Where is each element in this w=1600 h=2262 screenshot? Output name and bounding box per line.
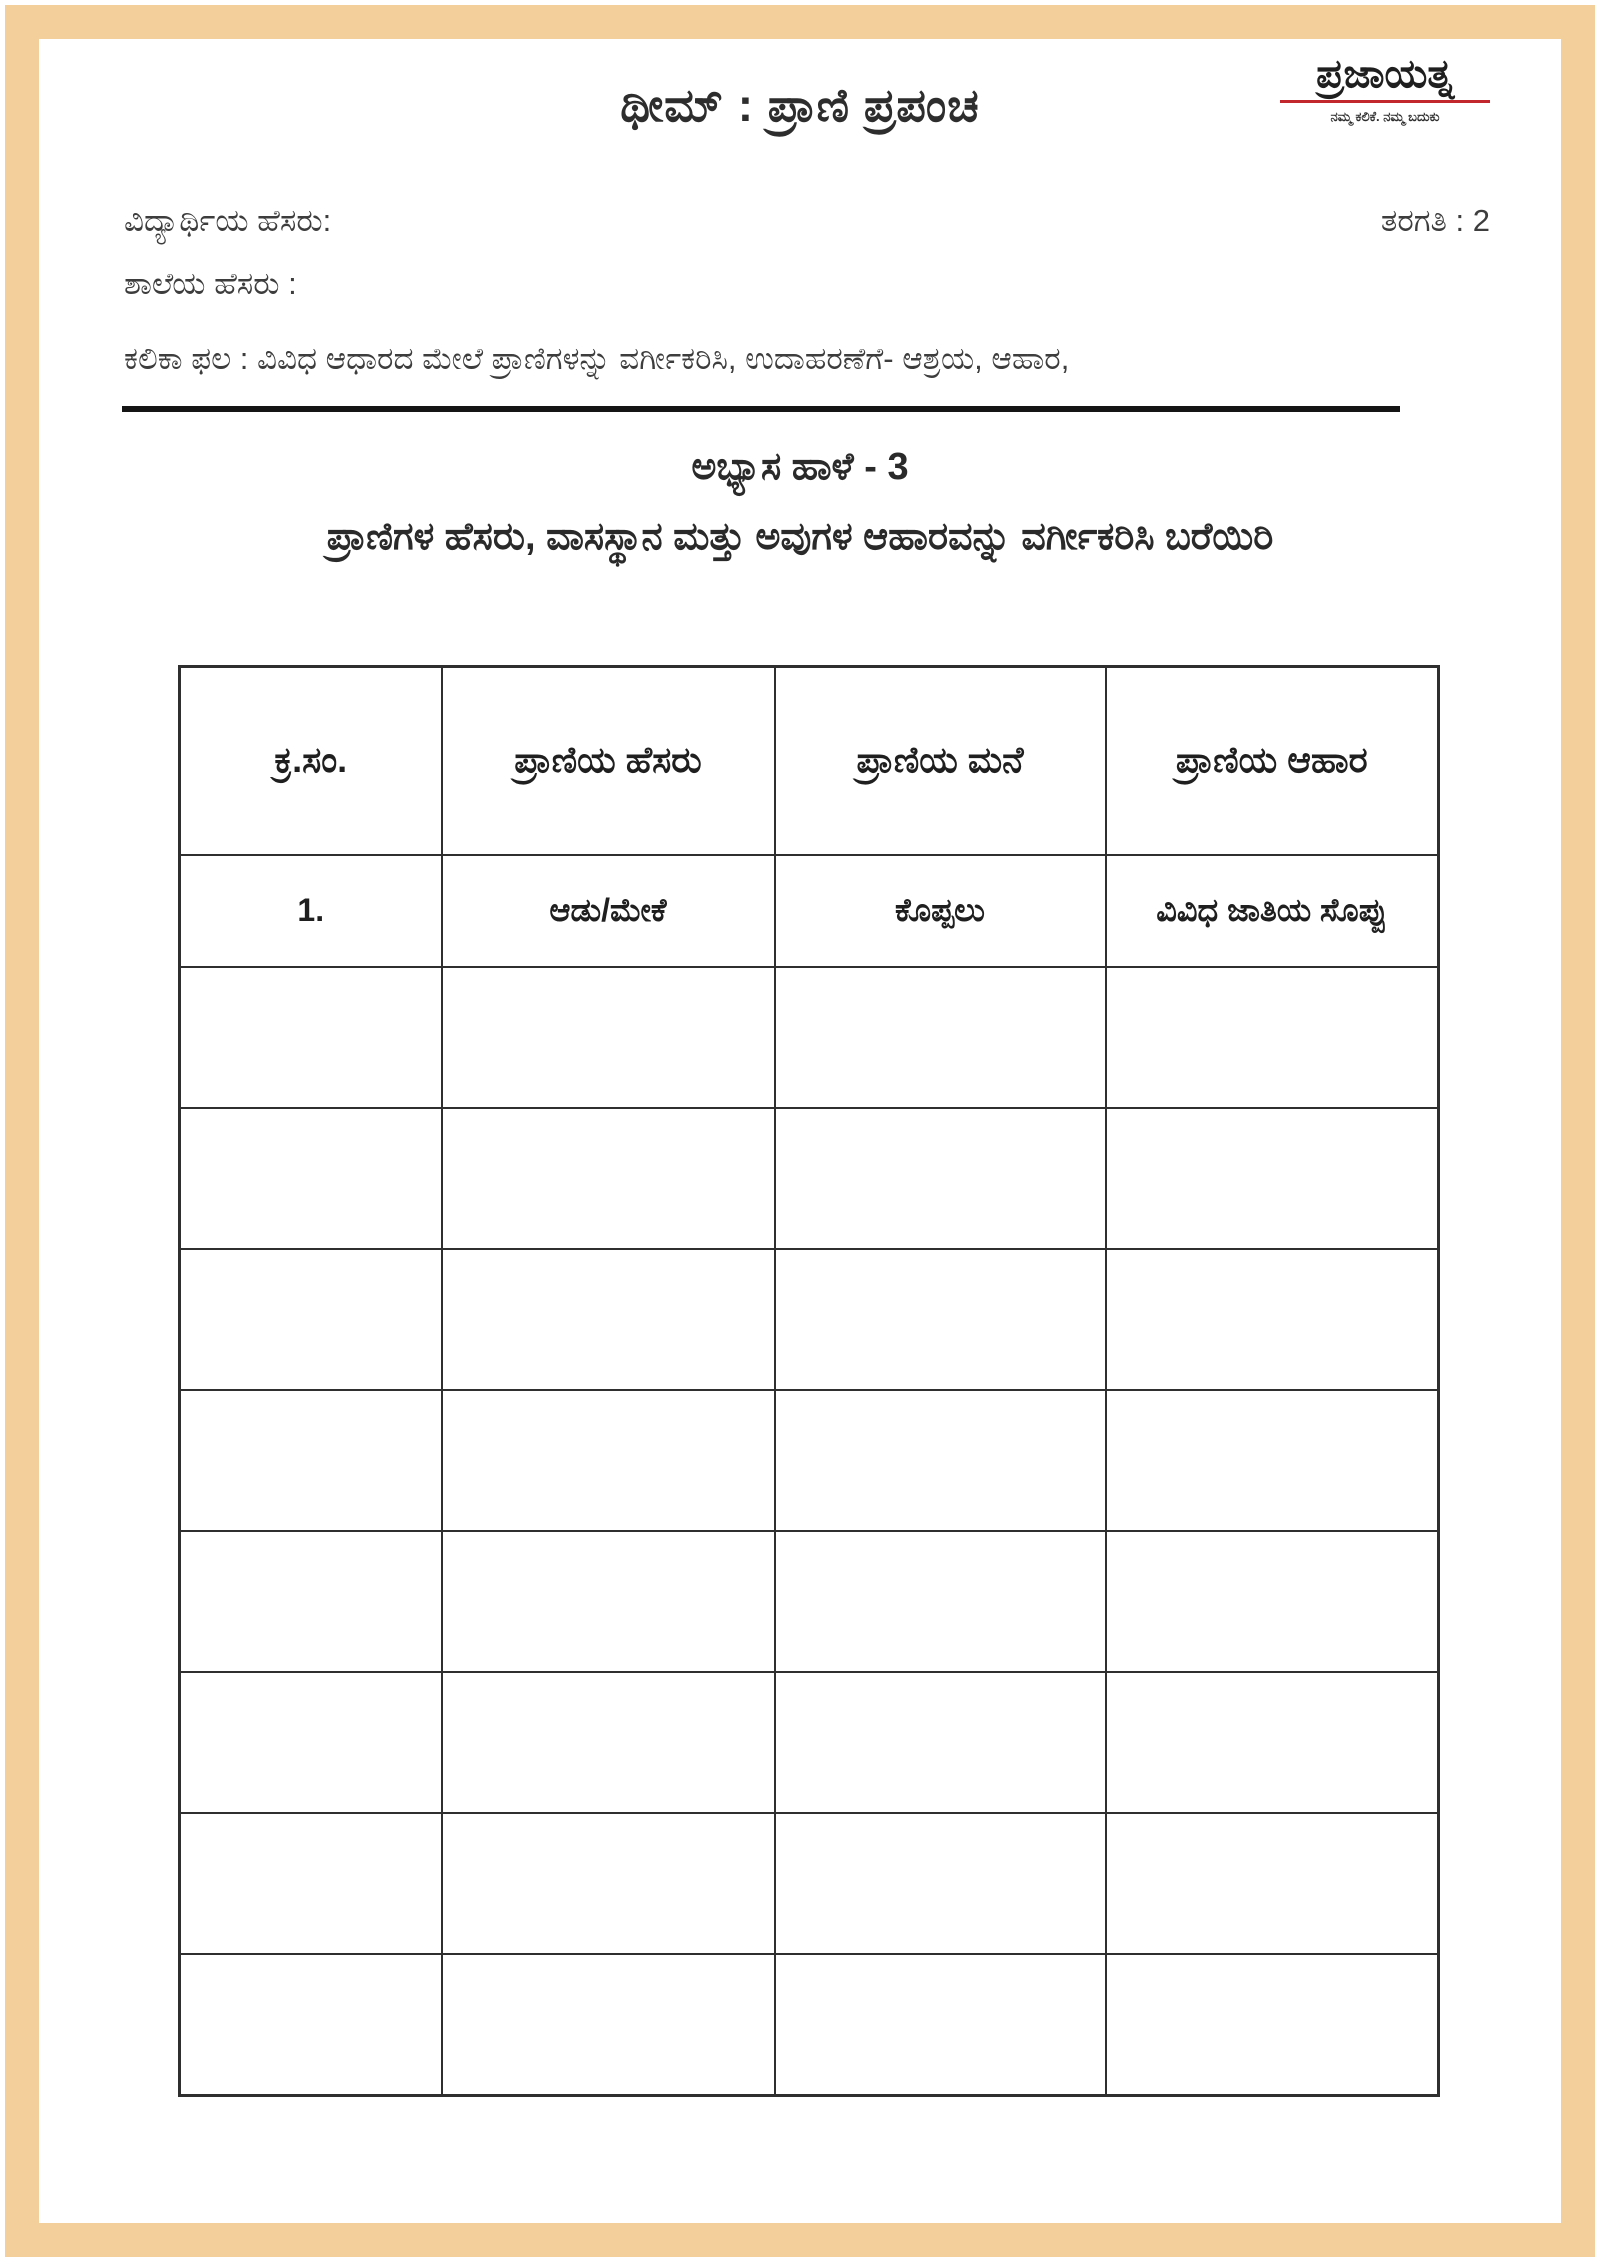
table-cell <box>180 1954 442 2096</box>
table-cell <box>442 1390 775 1531</box>
table-row <box>180 1813 1439 1954</box>
page-title: ಥೀಮ್ : ಪ್ರಾಣಿ ಪ್ರಪಂಚ <box>620 79 980 131</box>
table-row <box>180 855 1439 967</box>
table-cell <box>775 1531 1106 1672</box>
table-row <box>180 1390 1439 1531</box>
col-header-animal-name: ಪ್ರಾಣಿಯ ಹೆಸರು <box>442 667 775 855</box>
divider-line <box>122 406 1400 412</box>
table-cell <box>775 967 1106 1108</box>
logo <box>1280 50 1490 125</box>
table-cell <box>1106 1954 1439 2096</box>
table-cell <box>442 1108 775 1249</box>
student-name-label: ವಿದ್ಯಾರ್ಥಿಯ ಹೆಸರು: <box>124 203 332 238</box>
worksheet-heading: ಅಭ್ಯಾಸ ಹಾಳೆ - 3 <box>691 446 909 488</box>
table-cell <box>442 1954 775 2096</box>
table-cell: ಕೊಪ್ಪಲು <box>775 855 1106 967</box>
table-cell <box>180 1390 442 1531</box>
table-cell <box>1106 967 1439 1108</box>
classification-table <box>178 665 1440 2097</box>
table-cell <box>180 1531 442 1672</box>
table-cell <box>1106 1813 1439 1954</box>
table-header-row <box>180 667 1439 855</box>
logo-underline <box>1280 100 1490 103</box>
col-header-serial: ಕ್ರ.ಸಂ. <box>180 667 442 855</box>
table-cell <box>180 1108 442 1249</box>
table-cell <box>775 1390 1106 1531</box>
table-cell <box>775 1954 1106 2096</box>
logo-tagline: ನಮ್ಮ ಕಲಿಕೆ. ನಮ್ಮ ಬದುಕು <box>1330 109 1440 124</box>
table-cell <box>1106 1249 1439 1390</box>
table-cell <box>775 1672 1106 1813</box>
table-cell <box>775 1108 1106 1249</box>
learning-outcome: ಕಲಿಕಾ ಫಲ : ವಿವಿಧ ಆಧಾರದ ಮೇಲೆ ಪ್ರಾಣಿಗಳನ್ನು ವರ್ಗೀಕರಿಸಿ, ಉದಾಹರಣೆಗೆ- ಆಶ್ರಯ, ಆಹಾರ, <box>124 341 1070 376</box>
table-cell <box>1106 1672 1439 1813</box>
table-cell <box>775 1249 1106 1390</box>
table-cell <box>775 1813 1106 1954</box>
table-cell <box>1106 1108 1439 1249</box>
table-row <box>180 1249 1439 1390</box>
table-row <box>180 1108 1439 1249</box>
table-row <box>180 1531 1439 1672</box>
table-row <box>180 1672 1439 1813</box>
table-cell <box>442 1672 775 1813</box>
table-cell <box>442 1813 775 1954</box>
table-cell <box>180 967 442 1108</box>
table-cell: ವಿವಿಧ ಜಾತಿಯ ಸೊಪ್ಪು <box>1106 855 1439 967</box>
table-cell <box>1106 1390 1439 1531</box>
table-cell <box>442 967 775 1108</box>
student-class-row <box>124 203 1490 240</box>
table-cell: 1. <box>180 855 442 967</box>
table-row <box>180 967 1439 1108</box>
table-cell <box>442 1249 775 1390</box>
table-cell <box>180 1813 442 1954</box>
col-header-animal-home: ಪ್ರಾಣಿಯ ಮನೆ <box>775 667 1106 855</box>
school-name-label: ಶಾಲೆಯ ಹೆಸರು : <box>124 266 297 301</box>
table-cell: ಆಡು/ಮೇಕೆ <box>442 855 775 967</box>
table-cell <box>1106 1531 1439 1672</box>
table-cell <box>180 1249 442 1390</box>
worksheet-instruction: ಪ್ರಾಣಿಗಳ ಹೆಸರು, ವಾಸಸ್ಥಾನ ಮತ್ತು ಅವುಗಳ ಆಹಾರವನ್ನು ವರ್ಗೀಕರಿಸಿ ಬರೆಯಿರಿ <box>326 516 1274 558</box>
table-cell <box>180 1672 442 1813</box>
col-header-animal-food: ಪ್ರಾಣಿಯ ಆಹಾರ <box>1106 667 1439 855</box>
logo-wordmark: ಪ್ರಜಾಯತ್ನ <box>1316 51 1454 96</box>
table-row <box>180 1954 1439 2096</box>
table-cell <box>442 1531 775 1672</box>
class-label: ತರಗತಿ : 2 <box>1380 203 1490 238</box>
